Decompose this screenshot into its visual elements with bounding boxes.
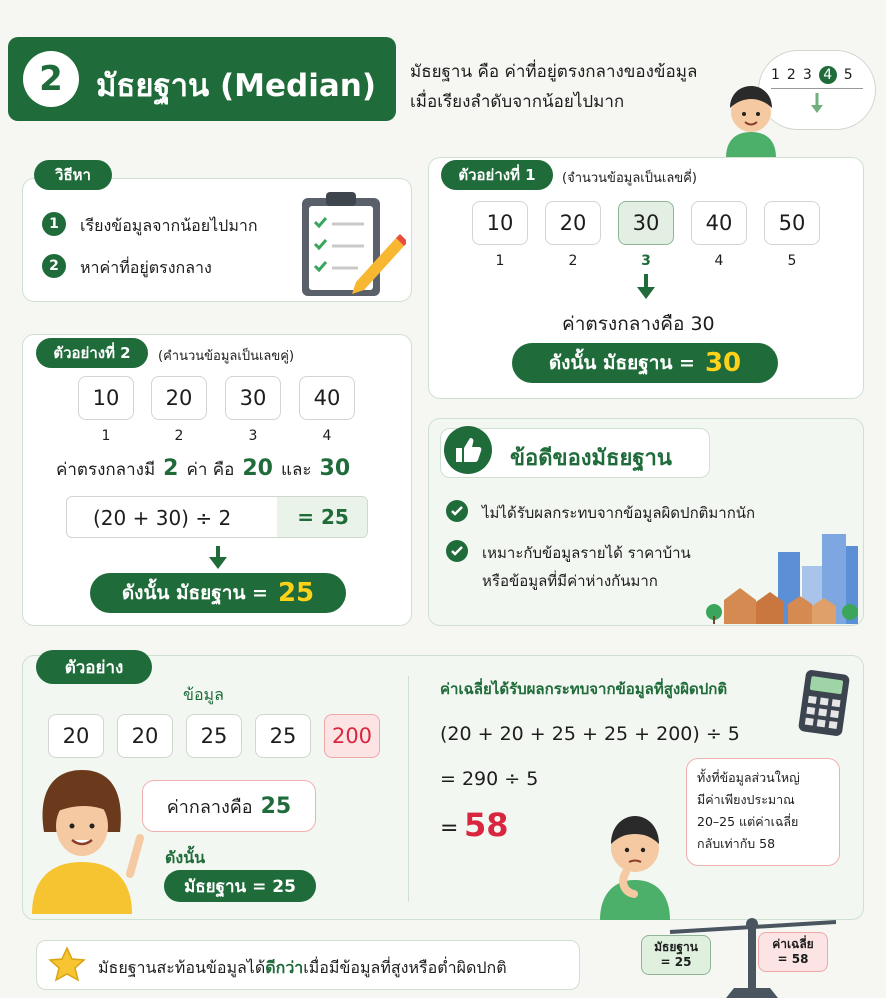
step1-text: เรียงข้อมูลจากน้อยไปมาก <box>80 216 258 235</box>
example1-note: (จำนวนข้อมูลเป็นเลขคี่) <box>562 171 697 186</box>
down-arrow-icon <box>810 93 824 115</box>
scale-right-pan <box>758 932 828 972</box>
ex2-formula-result: = 25 <box>277 497 368 537</box>
advantage-item1: ไม่ได้รับผลกระทบจากข้อมูลผิดปกติมากนัก <box>482 504 756 522</box>
header-number-badge <box>23 51 79 107</box>
boy-avatar-icon <box>716 80 786 158</box>
bubble-num-2: 2 <box>786 67 796 83</box>
method-tag: วิธีหา <box>34 160 112 190</box>
city-buildings-icon <box>704 532 862 624</box>
mean-calc-line2: = 290 ÷ 5 <box>440 768 539 790</box>
star-icon <box>48 946 86 984</box>
step2-number: 2 <box>42 254 66 278</box>
ex3-value-box: 25 <box>255 714 311 758</box>
example1-tag: ตัวอย่างที่ 1 <box>441 160 553 190</box>
advantages-title: ข้อดีของมัธยฐาน <box>510 446 672 471</box>
mean-equals: = <box>440 816 459 841</box>
bubble-num-4: 4 <box>819 66 837 84</box>
ex2-result-prefix: ดังนั้น มัธยฐาน = <box>121 582 268 604</box>
note-line1: ทั้งที่ข้อมูลส่วนใหญ่ <box>697 770 800 785</box>
ex2-index: 1 <box>101 428 111 444</box>
scale-right-label: ค่าเฉลี่ย <box>772 937 814 951</box>
ex3-value-box: 25 <box>186 714 242 758</box>
thinking-boy-icon <box>596 808 674 920</box>
check-icon <box>446 540 468 562</box>
definition-line2: เมื่อเรียงลำดับจากน้อยไปมาก <box>410 92 625 112</box>
ex1-value-box: 20 <box>545 201 601 245</box>
ex3-value-box: 20 <box>48 714 104 758</box>
page-title: มัธยฐาน (Median) <box>96 68 377 104</box>
mean-value: 58 <box>464 806 509 844</box>
down-arrow-icon <box>636 274 656 300</box>
ex1-index: 2 <box>568 253 578 269</box>
thumbs-up-icon <box>444 426 492 474</box>
ex2-mid-f: 30 <box>319 456 351 481</box>
girl-avatar-icon <box>26 762 154 914</box>
ex1-value-box-middle: 30 <box>618 201 674 245</box>
ex3-result-pill: มัธยฐาน = 25 <box>164 870 316 902</box>
ex2-formula-box <box>66 496 368 538</box>
calculator-icon <box>796 668 852 738</box>
step2-text: หาค่าที่อยู่ตรงกลาง <box>80 258 212 277</box>
bubble-num-3: 3 <box>802 67 812 83</box>
ex1-result-value: 30 <box>704 348 742 378</box>
ex1-result-pill <box>512 343 778 383</box>
ex2-mid-d: 20 <box>242 456 273 481</box>
divider <box>408 676 409 902</box>
ex2-index: 4 <box>322 428 332 444</box>
ex2-value-box: 20 <box>151 376 207 420</box>
scale-right-value: = 58 <box>777 952 809 966</box>
ex2-formula: (20 + 30) ÷ 2 <box>93 506 232 530</box>
ex1-index: 1 <box>495 253 505 269</box>
ex1-index: 5 <box>787 253 797 269</box>
bubble-text: ค่ากลางคือ <box>166 796 253 818</box>
girl-speech-bubble <box>142 780 316 832</box>
ex2-mid-e: และ <box>281 460 312 480</box>
advantage-item2-line2: หรือข้อมูลที่มีค่าห่างกันมาก <box>482 572 658 590</box>
ex2-mid-c: ค่า คือ <box>186 460 235 480</box>
example2-tag: ตัวอย่างที่ 2 <box>36 338 148 368</box>
data-label: ข้อมูล <box>183 685 224 704</box>
ex2-value-box: 30 <box>225 376 281 420</box>
ex2-mid-b: 2 <box>163 456 179 481</box>
therefore-label: ดังนั้น <box>165 848 206 867</box>
bubble-value: 25 <box>260 793 292 819</box>
note-line2: มีค่าเพียงประมาณ <box>697 792 795 807</box>
ex1-value-box: 40 <box>691 201 747 245</box>
check-icon <box>446 500 468 522</box>
bubble-num-5: 5 <box>843 67 853 83</box>
ex1-index-middle: 3 <box>641 253 651 269</box>
ex3-value-box: 20 <box>117 714 173 758</box>
ex2-index: 2 <box>174 428 184 444</box>
ex3-outlier-box: 200 <box>324 714 380 758</box>
bubble-num-1: 1 <box>771 67 780 83</box>
ex2-value-box: 40 <box>299 376 355 420</box>
ex1-value-box: 50 <box>764 201 820 245</box>
advantage-item2-line1: เหมาะกับข้อมูลรายได้ ราคาบ้าน <box>482 544 691 562</box>
mean-calc-line1: (20 + 20 + 25 + 25 + 200) ÷ 5 <box>440 723 740 745</box>
ex2-value-box: 10 <box>78 376 134 420</box>
ex1-result-prefix: ดังนั้น มัธยฐาน = <box>548 352 695 374</box>
step1-number: 1 <box>42 212 66 236</box>
example3-tag: ตัวอย่าง <box>36 650 152 684</box>
ex1-index: 4 <box>714 253 724 269</box>
footer-text-b: ดีกว่า <box>265 958 304 977</box>
footer-text-a: มัธยฐานสะท้อนข้อมูลได้ <box>98 958 266 977</box>
mean-note-bubble <box>686 758 840 866</box>
header-number: 2 <box>39 59 63 99</box>
ex2-index: 3 <box>248 428 258 444</box>
example2-note: (คำนวนข้อมูลเป็นเลขคู่) <box>158 349 295 364</box>
ex2-middle-text <box>56 456 350 483</box>
scale-left-pan <box>641 935 711 975</box>
ex1-middle-text: ค่าตรงกลางคือ 30 <box>562 313 715 335</box>
clipboard-pencil-icon <box>298 188 406 300</box>
scale-left-value: = 25 <box>660 955 692 969</box>
ex2-result-pill <box>90 573 346 613</box>
down-arrow-icon <box>208 546 228 570</box>
definition-line1: มัธยฐาน คือ ค่าที่อยู่ตรงกลางของข้อมูล <box>410 62 698 82</box>
ex1-value-box: 10 <box>472 201 528 245</box>
note-line4: กลับเท่ากับ 58 <box>697 836 776 851</box>
scale-left-label: มัธยฐาน <box>654 940 698 954</box>
ex2-result-value: 25 <box>277 578 315 608</box>
mean-title: ค่าเฉลี่ยได้รับผลกระทบจากข้อมูลที่สูงผิดปกติ <box>440 680 728 698</box>
note-line3: 20–25 แต่ค่าเฉลี่ย <box>697 814 799 829</box>
footer-text-c: เมื่อมีข้อมูลที่สูงหรือต่ำผิดปกติ <box>303 958 507 977</box>
ex2-mid-a: ค่าตรงกลางมี <box>56 460 156 480</box>
footer-text <box>98 956 507 981</box>
